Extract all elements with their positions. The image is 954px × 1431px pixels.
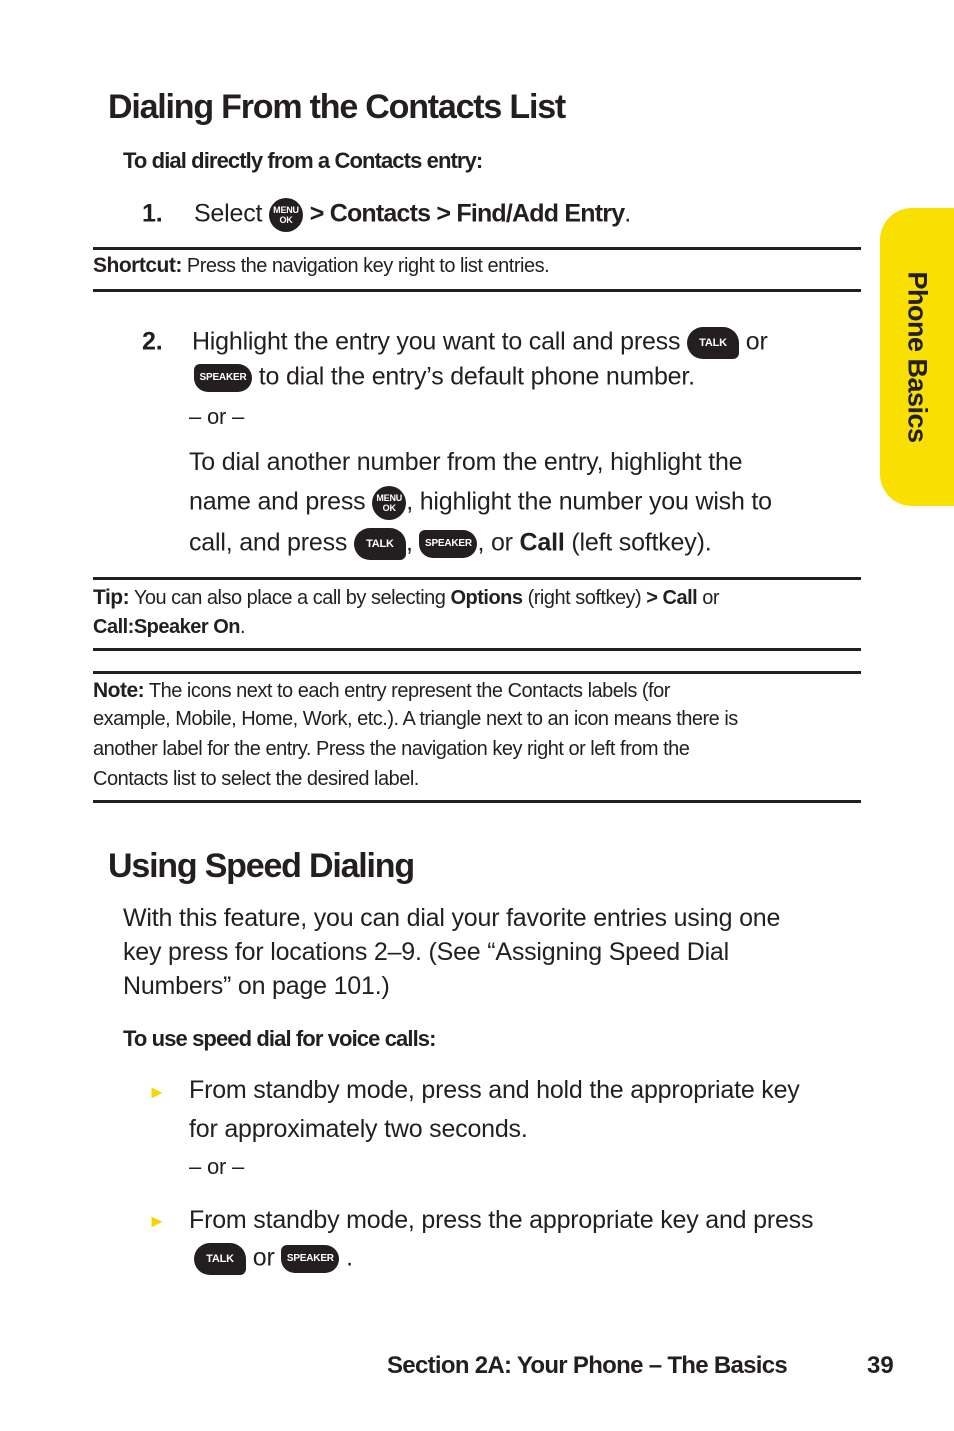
- intro-line-2: key press for locations 2–9. (See “Assigning Speed Dial: [123, 938, 729, 966]
- section-title-contacts: Dialing From the Contacts List: [108, 88, 566, 126]
- step-1-end: .: [624, 199, 632, 228]
- step-2-line-5: [189, 528, 711, 560]
- menu-ok-icon: MENU OK: [372, 486, 406, 520]
- step-1-path: > Contacts > Find/Add Entry: [309, 199, 625, 228]
- tip-options: Options: [450, 587, 523, 609]
- call-softkey: Call: [519, 528, 565, 557]
- tip-label: Tip:: [93, 586, 130, 609]
- speaker-icon: SPEAKER: [419, 530, 477, 558]
- bullet-1-line-1: From standby mode, press and hold the appropriate key: [189, 1076, 800, 1104]
- step-2-text: call, and press: [189, 528, 348, 557]
- step-1-number: 1.: [142, 199, 163, 228]
- tip-end: .: [240, 616, 246, 638]
- step-2-text: to dial the entry’s default phone number.: [258, 362, 695, 391]
- tip-call: > Call: [646, 587, 698, 609]
- note-line-1: [93, 679, 670, 703]
- tip-text: You can also place a call by selecting: [133, 587, 446, 609]
- menu-ok-icon: MENU OK: [269, 198, 303, 232]
- bullet-arrow-icon: ►: [148, 1211, 166, 1231]
- step-2-text: , highlight the number you wish to: [406, 487, 772, 516]
- step-2-text: (left softkey).: [571, 528, 712, 557]
- speaker-icon: SPEAKER: [281, 1245, 339, 1273]
- tip-text: or: [702, 587, 720, 609]
- divider: [93, 577, 861, 580]
- speaker-icon: SPEAKER: [194, 364, 252, 392]
- divider: [93, 800, 861, 803]
- tip-speaker-on: Call:Speaker On: [93, 616, 241, 638]
- intro-line-1: With this feature, you can dial your favorite entries using one: [123, 904, 781, 932]
- or-separator: – or –: [189, 1154, 245, 1179]
- talk-icon: TALK: [687, 327, 739, 359]
- subhead-speed-dial: To use speed dial for voice calls:: [123, 1026, 436, 1051]
- note-text: The icons next to each entry represent the Contacts labels (for: [148, 680, 670, 702]
- footer-section: Section 2A: Your Phone – The Basics: [387, 1352, 788, 1379]
- tip-text: (right softkey): [527, 587, 642, 609]
- intro-line-3: Numbers” on page 101.): [123, 972, 390, 1000]
- talk-icon: TALK: [354, 528, 406, 560]
- section-title-speed-dialing: Using Speed Dialing: [108, 847, 414, 885]
- step-2-line-2: [194, 364, 695, 392]
- shortcut-box: [93, 254, 549, 278]
- bullet-1-line-2: for approximately two seconds.: [189, 1115, 528, 1143]
- step-2-text: Highlight the entry you want to call and press: [191, 327, 681, 356]
- step-2-line-3: To dial another number from the entry, highlight the: [189, 448, 743, 476]
- note-label: Note:: [93, 679, 145, 702]
- note-line-3: another label for the entry. Press the navigation key right or left from the: [93, 738, 690, 760]
- tip-box: [93, 586, 719, 610]
- comma: ,: [405, 528, 413, 557]
- step-1-select: Select: [193, 199, 263, 228]
- or-separator: – or –: [189, 404, 245, 429]
- bullet-2-or: or: [252, 1243, 275, 1272]
- step-1: [142, 198, 631, 232]
- bullet-arrow-icon: ►: [148, 1082, 166, 1102]
- bullet-2-end: .: [346, 1243, 353, 1272]
- shortcut-text: Press the navigation key right to list entries.: [186, 255, 550, 277]
- talk-icon: TALK: [194, 1243, 246, 1275]
- shortcut-label: Shortcut:: [93, 254, 182, 277]
- divider: [93, 289, 861, 292]
- tip-line-2: [93, 616, 245, 639]
- step-2-line-1: [142, 327, 768, 359]
- note-line-2: example, Mobile, Home, Work, etc.). A triangle next to an icon means there is: [93, 708, 738, 730]
- step-2-line-4: [189, 486, 772, 520]
- subhead-dial-contacts: To dial directly from a Contacts entry:: [123, 148, 483, 173]
- step-2-number: 2.: [142, 327, 163, 356]
- step-2-text: name and press: [189, 487, 366, 516]
- step-2-or: , or: [477, 528, 513, 557]
- note-line-4: Contacts list to select the desired label.: [93, 768, 419, 790]
- section-tab-label: Phone Basics: [902, 271, 933, 443]
- divider: [93, 648, 861, 651]
- bullet-2-line-1: From standby mode, press the appropriate key and press: [189, 1206, 814, 1234]
- bullet-2-line-2: [194, 1243, 353, 1275]
- divider: [93, 247, 861, 250]
- page-number: 39: [867, 1352, 894, 1379]
- step-2-or: or: [745, 327, 768, 356]
- divider: [93, 671, 861, 674]
